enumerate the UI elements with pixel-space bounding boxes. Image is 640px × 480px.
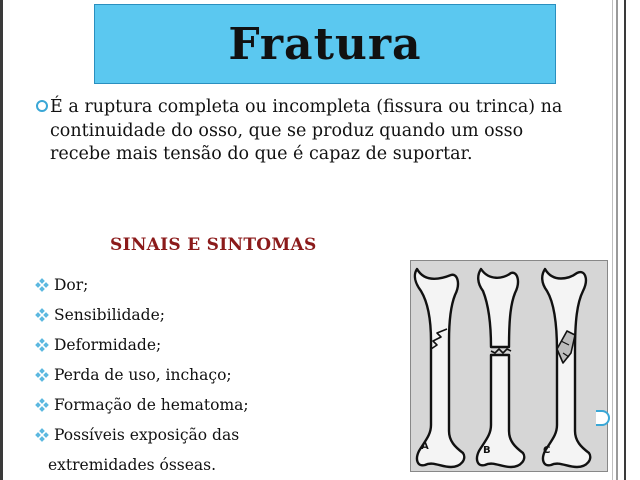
- slide-left-border: [0, 0, 3, 480]
- list-item: [36, 390, 396, 420]
- diamond-bullet-icon: [36, 279, 48, 291]
- symptom-text: Deformidade;: [54, 336, 162, 354]
- ring-bullet-icon: [36, 100, 48, 112]
- symptom-text: Possíveis exposição das: [54, 426, 240, 444]
- diamond-bullet-icon: [36, 429, 48, 441]
- diamond-bullet-icon: [36, 399, 48, 411]
- slide-right-rule: [616, 0, 618, 480]
- panel-label-a: A: [421, 441, 429, 452]
- panel-label-c: C: [543, 445, 551, 456]
- symptom-text: Perda de uso, inchaço;: [54, 366, 232, 384]
- list-item: [36, 300, 396, 330]
- diamond-bullet-icon: [36, 339, 48, 351]
- list-item: [36, 420, 396, 450]
- panel-label-b: B: [483, 445, 491, 456]
- slide-title: Fratura: [228, 18, 422, 70]
- section-heading: SINAIS E SINTOMAS: [110, 235, 317, 255]
- slide-right-rule: [612, 0, 613, 480]
- symptom-text: Dor;: [54, 276, 89, 294]
- diamond-bullet-icon: [36, 369, 48, 381]
- list-item: [36, 330, 396, 360]
- bone-fracture-illustration: [410, 260, 608, 472]
- bone-fracture-svg: [411, 261, 608, 472]
- symptom-text: Sensibilidade;: [54, 306, 165, 324]
- list-item: [36, 360, 396, 390]
- list-item: [36, 270, 396, 300]
- title-banner: [94, 4, 556, 84]
- symptom-text: Formação de hematoma;: [54, 396, 249, 414]
- symptom-list: [36, 270, 396, 480]
- diamond-bullet-icon: [36, 309, 48, 321]
- symptom-continuation: extremidades ósseas.: [48, 456, 217, 474]
- slide-right-border: [624, 0, 626, 480]
- definition-text: É a ruptura completa ou incompleta (fissura ou trinca) na continuidade do osso, que se produz quando um osso recebe mais tensão do que é capaz de suportar.: [50, 97, 563, 164]
